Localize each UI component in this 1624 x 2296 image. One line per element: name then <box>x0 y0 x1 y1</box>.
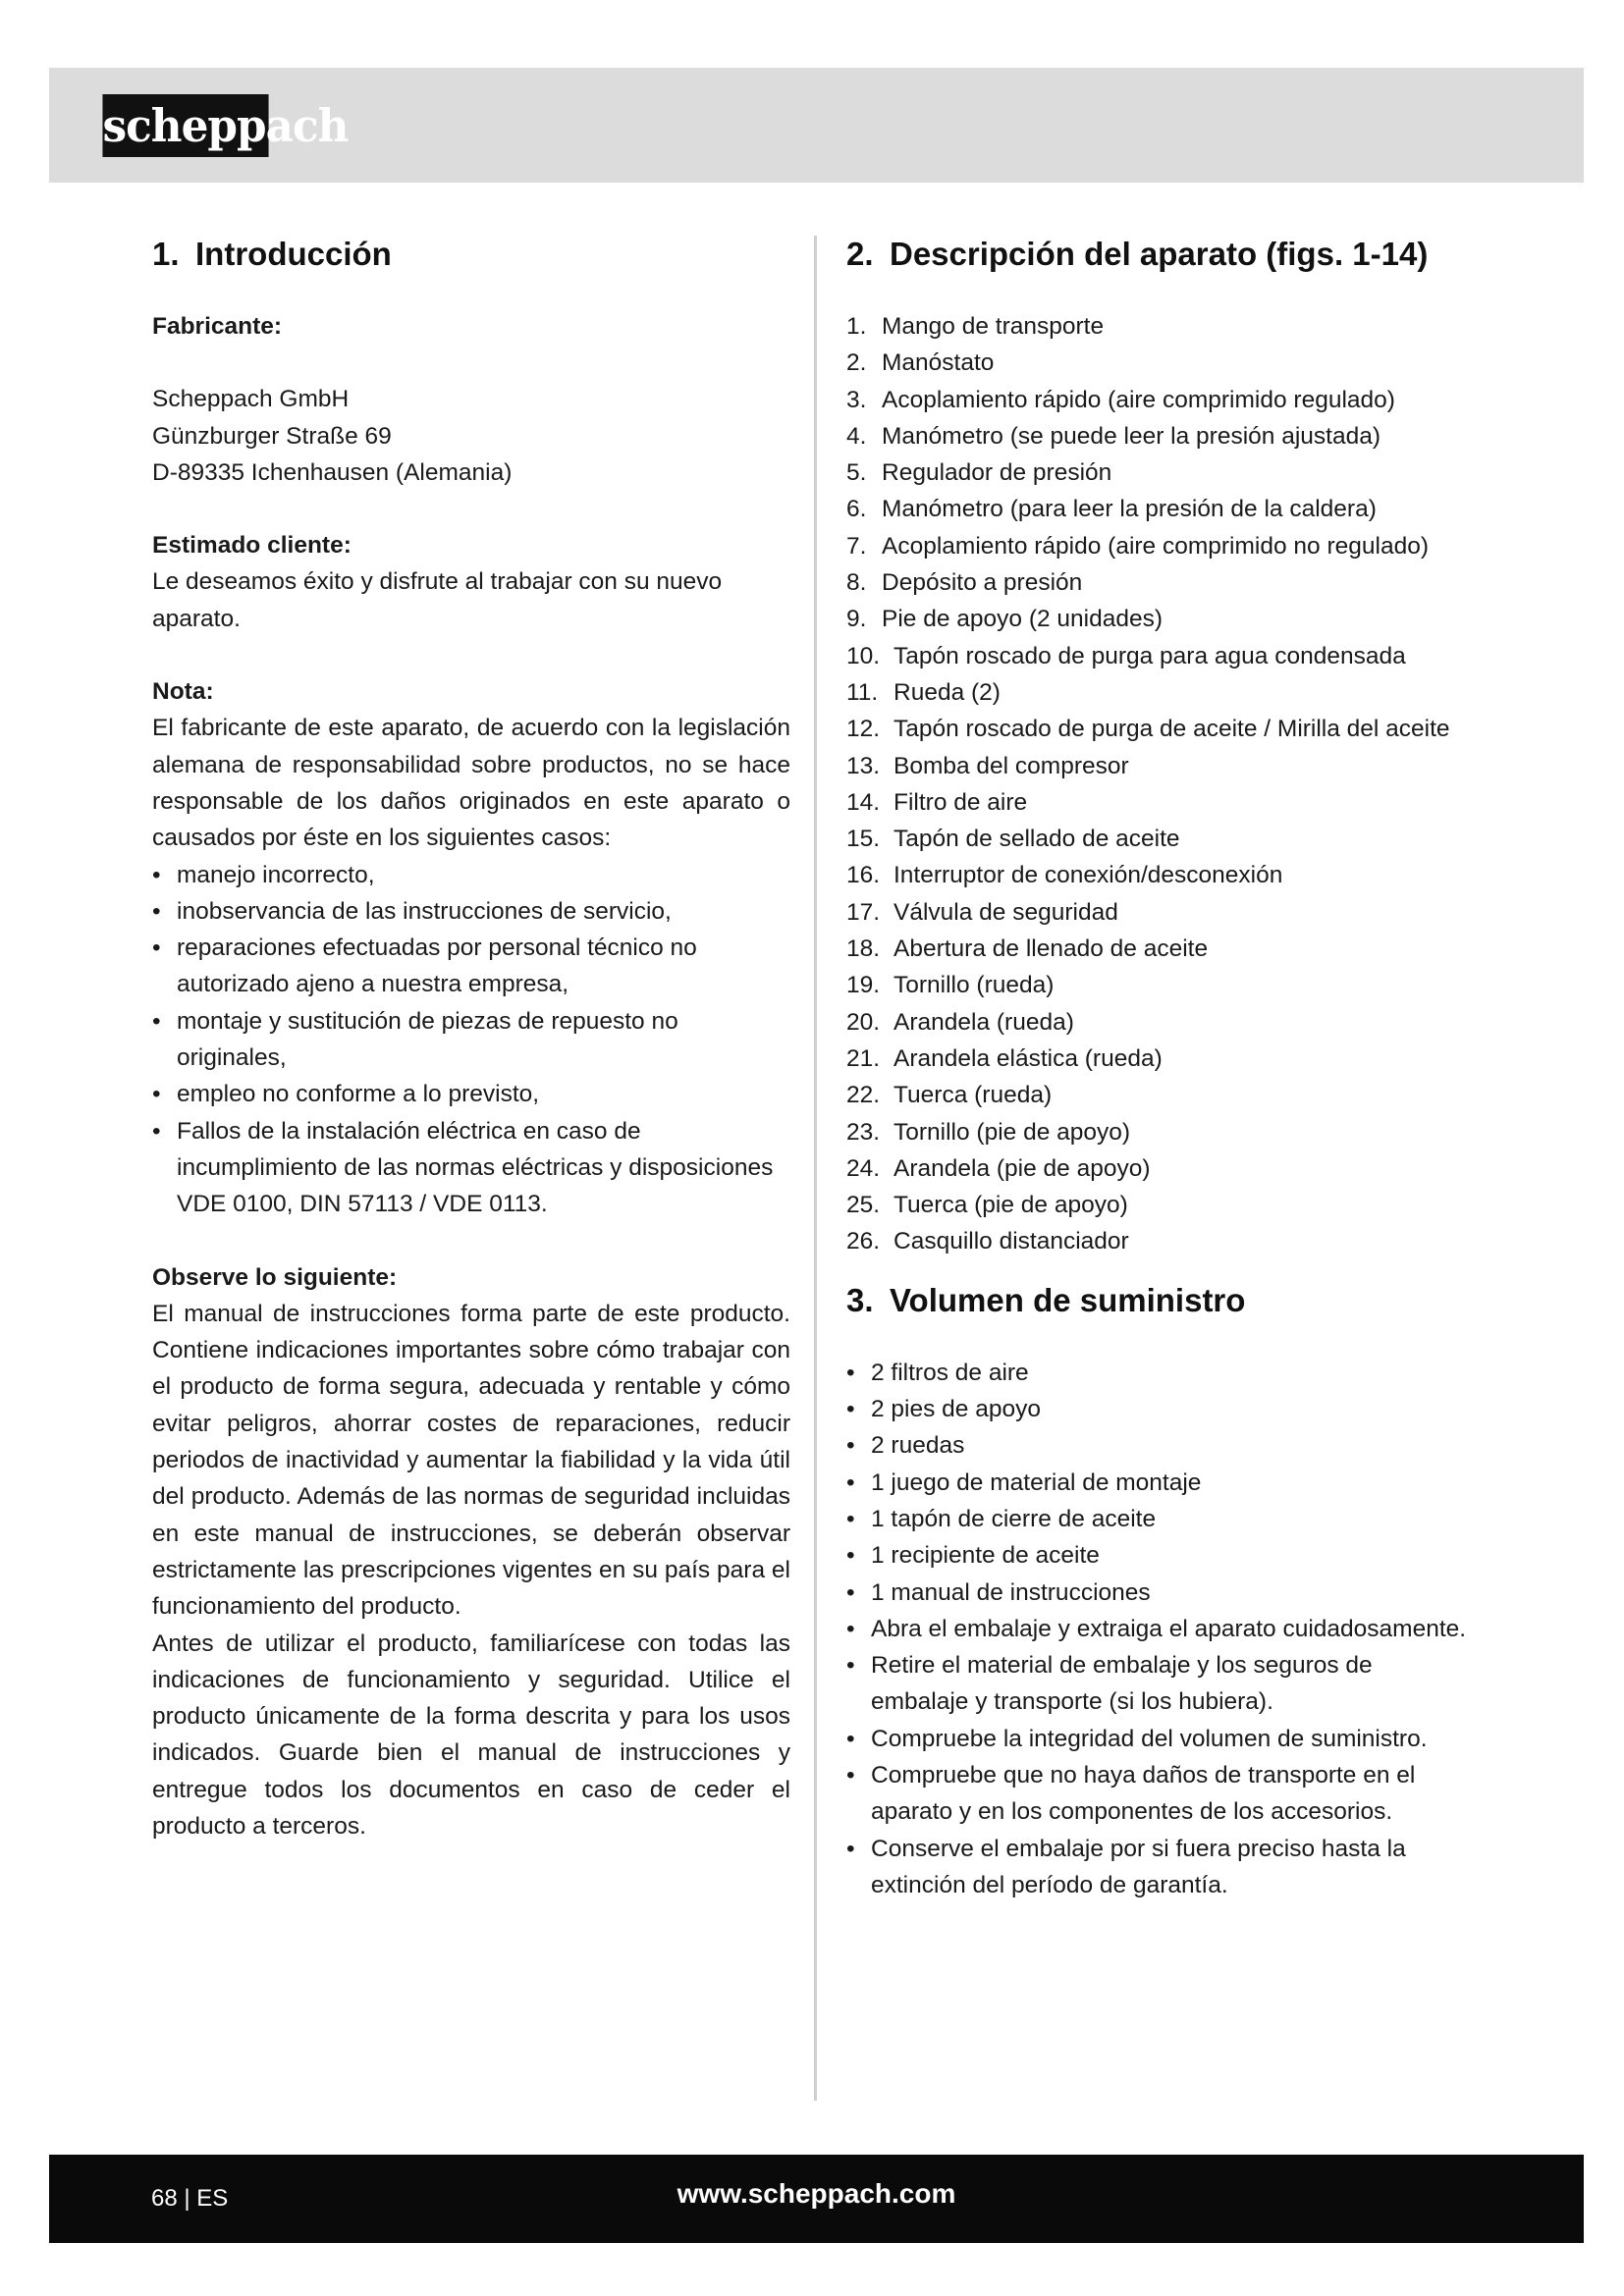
list-item: 18. Abertura de llenado de aceite <box>846 935 1209 963</box>
list-item: • 1 tapón de cierre de aceite <box>846 1501 1475 1537</box>
list-item: • empleo no conforme a lo previsto, <box>152 1076 790 1112</box>
note-list <box>152 857 790 1223</box>
section-number: 2. <box>846 236 874 272</box>
list-item: 24. Arandela (pie de apoyo) <box>846 1154 1151 1182</box>
dear-customer-label: Estimado cliente: <box>152 532 352 560</box>
list-item: • 1 manual de instrucciones <box>846 1575 1475 1611</box>
list-item: 12. Tapón roscado de purga de aceite / Mirilla del aceite <box>846 716 1450 743</box>
list-item: • Retire el material de embalaje y los seguros de embalaje y transporte (si los hubiera). <box>846 1647 1475 1721</box>
list-item: • Conserve el embalaje por si fuera preciso hasta la extinción del período de garantía. <box>846 1831 1475 1904</box>
note-text: El fabricante de este aparato, de acuerdo con la legislación alemana de responsabilidad sobre productos, no se hace responsable de los daños originados en este aparato o causados por éste en los siguientes casos: <box>152 715 790 852</box>
address-line: Günzburger Straße 69 <box>152 422 392 450</box>
list-item: 1. Mango de transporte <box>846 313 1105 340</box>
section-title-introduction <box>152 236 790 273</box>
section-title-text: Volumen de suministro <box>890 1281 1246 1318</box>
section-number: 3. <box>846 1281 874 1318</box>
list-item: 17. Válvula de seguridad <box>846 898 1118 926</box>
list-item: 19. Tornillo (rueda) <box>846 972 1055 999</box>
list-item: 14. Filtro de aire <box>846 788 1028 816</box>
parts-list <box>846 308 1475 1260</box>
list-item: 20. Arandela (rueda) <box>846 1008 1074 1036</box>
list-item: 4. Manómetro (se puede leer la presión ajustada) <box>846 422 1380 450</box>
list-item: 5. Regulador de presión <box>846 459 1112 487</box>
list-item: • inobservancia de las instrucciones de servicio, <box>152 893 790 930</box>
list-item: • 2 pies de apoyo <box>846 1391 1475 1427</box>
manufacturer-label: Fabricante: <box>152 313 283 340</box>
website-url: www.scheppach.com <box>677 2178 956 2209</box>
list-item: 23. Tornillo (pie de apoyo) <box>846 1118 1131 1146</box>
list-item: • 1 juego de material de montaje <box>846 1465 1475 1501</box>
list-item: 9. Pie de apoyo (2 unidades) <box>846 606 1164 633</box>
dear-customer-text: Le deseamos éxito y disfrute al trabajar con su nuevo aparato. <box>152 568 723 632</box>
list-item: 16. Interruptor de conexión/desconexión <box>846 862 1283 889</box>
list-item: 21. Arandela elástica (rueda) <box>846 1044 1163 1072</box>
section-number: 1. <box>152 236 180 272</box>
list-item: • Abra el embalaje y extraiga el aparato cuidadosamente. <box>846 1611 1475 1647</box>
section-title-text: Introducción <box>195 236 392 272</box>
list-item: 15. Tapón de sellado de aceite <box>846 826 1180 853</box>
list-item: • Compruebe la integridad del volumen de suministro. <box>846 1721 1475 1757</box>
list-item: • 2 filtros de aire <box>846 1355 1475 1391</box>
observe-label: Observe lo siguiente: <box>152 1263 398 1291</box>
address-line: Scheppach GmbH <box>152 386 350 413</box>
list-item: 8. Depósito a presión <box>846 569 1083 597</box>
list-item: • reparaciones efectuadas por personal técnico no autorizado ajeno a nuestra empresa, <box>152 930 790 1003</box>
observe-text: Antes de utilizar el producto, familiarícese con todas las indicaciones de funcionamiento y seguridad. Utilice el producto únicamente de la forma descrita y para los usos indicados. Guarde bien el manual de instrucciones y entregue todos los documentos en caso de ceder el producto a terceros. <box>152 1629 790 1840</box>
observe-text: El manual de instrucciones forma parte de este producto. Contiene indicaciones importantes sobre cómo trabajar con el producto de forma segura, adecuada y rentable y cómo evitar peligros, ahorrar costes de reparaciones, reducir periodos de inactividad y aumentar la fiabilidad y la vida útil del producto. Además de las normas de seguridad incluidas en este manual de instrucciones, se deberán observar estrictamente las prescripciones vigentes en su país para el funcionamiento del producto. <box>152 1300 790 1621</box>
list-item: 25. Tuerca (pie de apoyo) <box>846 1192 1128 1219</box>
list-item: 26. Casquillo distanciador <box>846 1228 1129 1255</box>
list-item: 10. Tapón roscado de purga para agua condensada <box>846 642 1406 669</box>
left-column <box>152 236 790 1844</box>
list-item: • manejo incorrecto, <box>152 857 790 893</box>
page-number: 68 | ES <box>151 2185 229 2212</box>
list-item: 2. Manóstato <box>846 349 995 377</box>
list-item: • Compruebe que no haya daños de transporte en el aparato y en los componentes de los accesorios. <box>846 1757 1475 1831</box>
list-item: • 2 ruedas <box>846 1427 1475 1464</box>
page-header <box>49 68 1584 183</box>
section-title-description <box>846 236 1475 273</box>
scheppach-logo: scheppach <box>102 94 268 157</box>
list-item: 13. Bomba del compresor <box>846 752 1129 779</box>
section-title-supply <box>846 1282 1475 1319</box>
column-divider <box>814 236 817 2101</box>
list-item: 6. Manómetro (para leer la presión de la caldera) <box>846 496 1377 523</box>
address-line: D-89335 Ichenhausen (Alemania) <box>152 458 513 486</box>
list-item: 7. Acoplamiento rápido (aire comprimido no regulado) <box>846 532 1429 560</box>
list-item: • Fallos de la instalación eléctrica en caso de incumplimiento de las normas eléctricas y disposiciones VDE 0100, DIN 57113 / VDE 0113. <box>152 1113 790 1223</box>
right-column <box>846 236 1475 1903</box>
page-footer <box>49 2155 1584 2243</box>
list-item: 11. Rueda (2) <box>846 678 1001 706</box>
supply-list <box>846 1355 1475 1903</box>
list-item: 3. Acoplamiento rápido (aire comprimido regulado) <box>846 386 1395 413</box>
list-item: 22. Tuerca (rueda) <box>846 1082 1053 1109</box>
list-item: • montaje y sustitución de piezas de repuesto no originales, <box>152 1003 790 1077</box>
list-item: • 1 recipiente de aceite <box>846 1537 1475 1574</box>
note-label: Nota: <box>152 678 214 706</box>
section-title-text: Descripción del aparato (figs. 1-14) <box>890 236 1429 272</box>
